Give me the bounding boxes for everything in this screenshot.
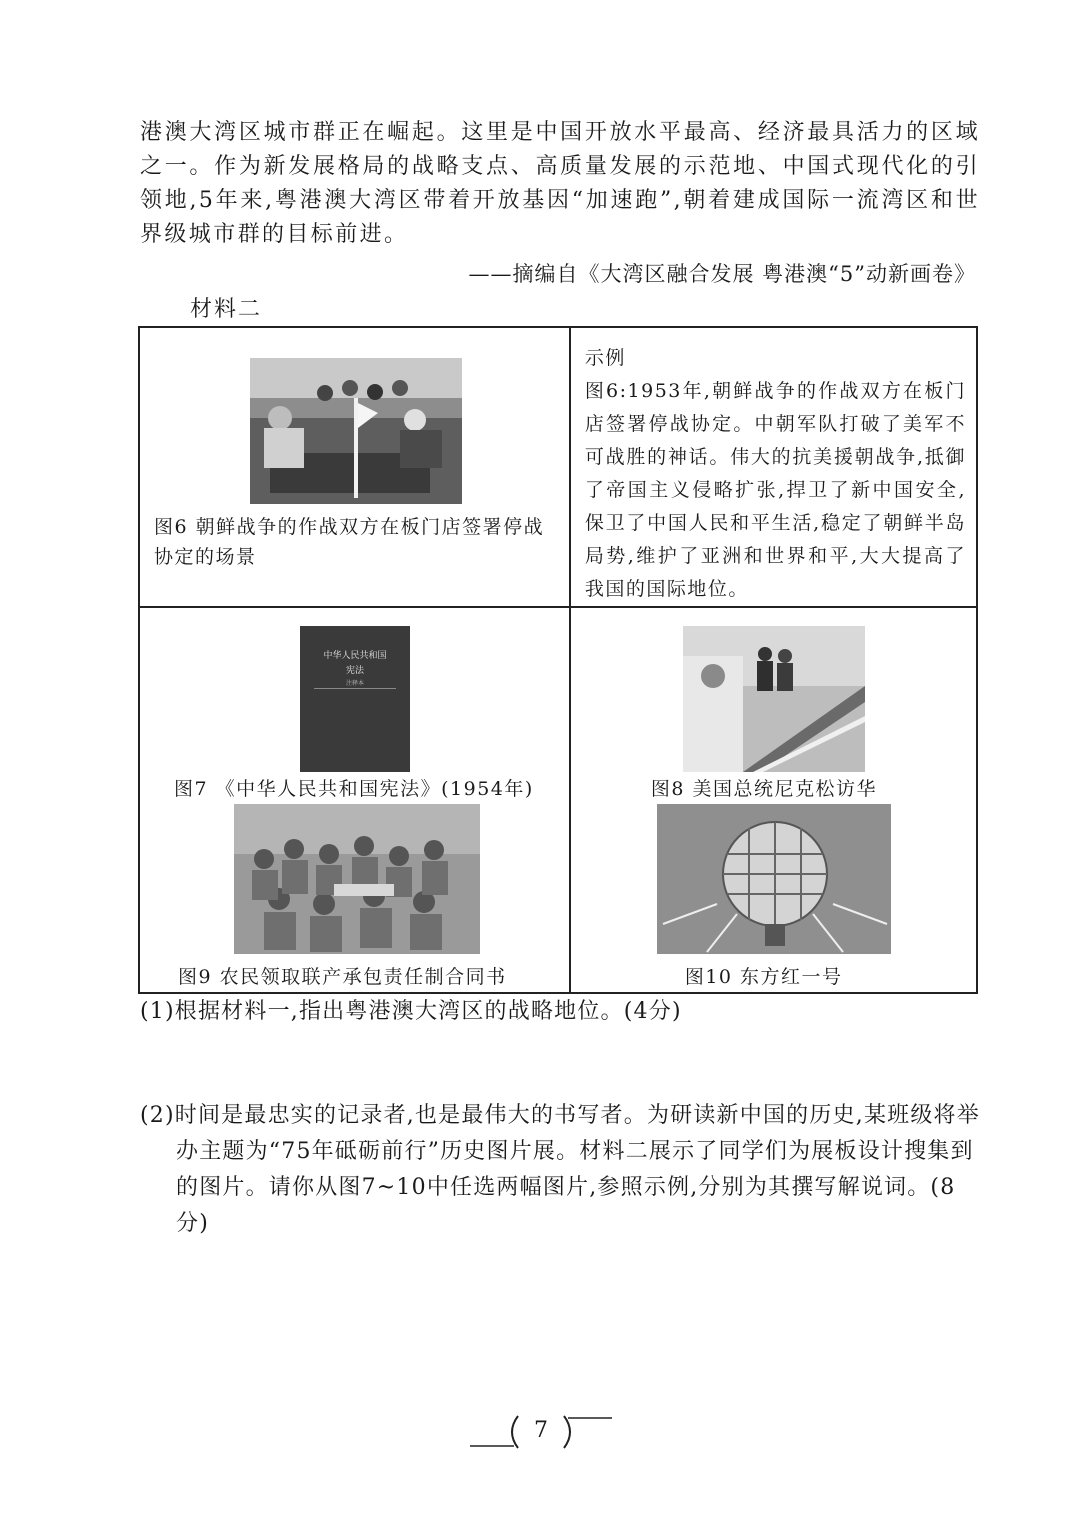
question-2: (2)时间是最忠实的记录者,也是最伟大的书写者。为研读新中国的历史,某班级将举办主题为“75年砥砺前行”历史图片展。材料二展示了同学们为展板设计搜集到的图片。请你从图7~10中任选两幅图片,参照示例,分别为其撰写解说词。(8分) bbox=[140, 1103, 980, 1236]
fig7-fig9-cell bbox=[140, 608, 569, 992]
material-2-table bbox=[138, 326, 978, 994]
page-number: 7 bbox=[534, 1418, 548, 1443]
fig6-cell bbox=[140, 328, 569, 596]
example-box bbox=[571, 328, 976, 606]
fig8-photo bbox=[683, 626, 865, 772]
fig6-caption: 图6 朝鲜战争的作战双方在板门店签署停战协定的场景 bbox=[154, 516, 545, 568]
fig9-painting bbox=[234, 804, 480, 954]
material-1-text: 港澳大湾区城市群正在崛起。这里是中国开放水平最高、经济最具活力的区域之一。作为新发展格局的战略支点、高质量发展的示范地、中国式现代化的引领地,5年来,粤港澳大湾区带着开放基因“加速跑”,朝着建成国际一流湾区和世界级城市群的目标前进。 bbox=[140, 120, 980, 247]
fig7-book-title: 中华人民共和国 bbox=[323, 651, 387, 661]
fig10-satellite bbox=[657, 804, 891, 954]
question-1: (1)根据材料一,指出粤港澳大湾区的战略地位。(4分) bbox=[140, 999, 682, 1024]
material-1-source: ——摘编自《大湾区融合发展 粤港澳“5”动新画卷》 bbox=[468, 262, 976, 286]
fig8-fig10-cell bbox=[571, 608, 976, 992]
fig7-caption: 图7 《中华人民共和国宪法》(1954年) bbox=[174, 778, 534, 800]
example-text: 图6:1953年,朝鲜战争的作战双方在板门店签署停战协定。中朝军队打破了美军不可战胜的神话。伟大的抗美援朝战争,抵御了帝国主义侵略扩张,捍卫了新中国安全,保卫了中国人民和平生活,稳定了朝鲜半岛局势,维护了亚洲和世界和平,大大提高了我国的国际地位。 bbox=[584, 380, 966, 600]
example-title: 示例 bbox=[584, 347, 626, 369]
fig7-book-title-2: 宪法 bbox=[345, 666, 364, 676]
fig10-caption: 图10 东方红一号 bbox=[684, 966, 843, 988]
fig9-caption: 图9 农民领取联产承包责任制合同书 bbox=[178, 966, 507, 988]
divider bbox=[314, 688, 396, 689]
fig6-photo bbox=[250, 358, 462, 504]
material-2-label: 材料二 bbox=[190, 297, 263, 322]
fig7-book-subtitle: 注释本 bbox=[345, 680, 364, 687]
fig7-book-image bbox=[300, 626, 410, 772]
page-number-box bbox=[466, 1412, 616, 1452]
fig8-caption: 图8 美国总统尼克松访华 bbox=[650, 778, 877, 800]
